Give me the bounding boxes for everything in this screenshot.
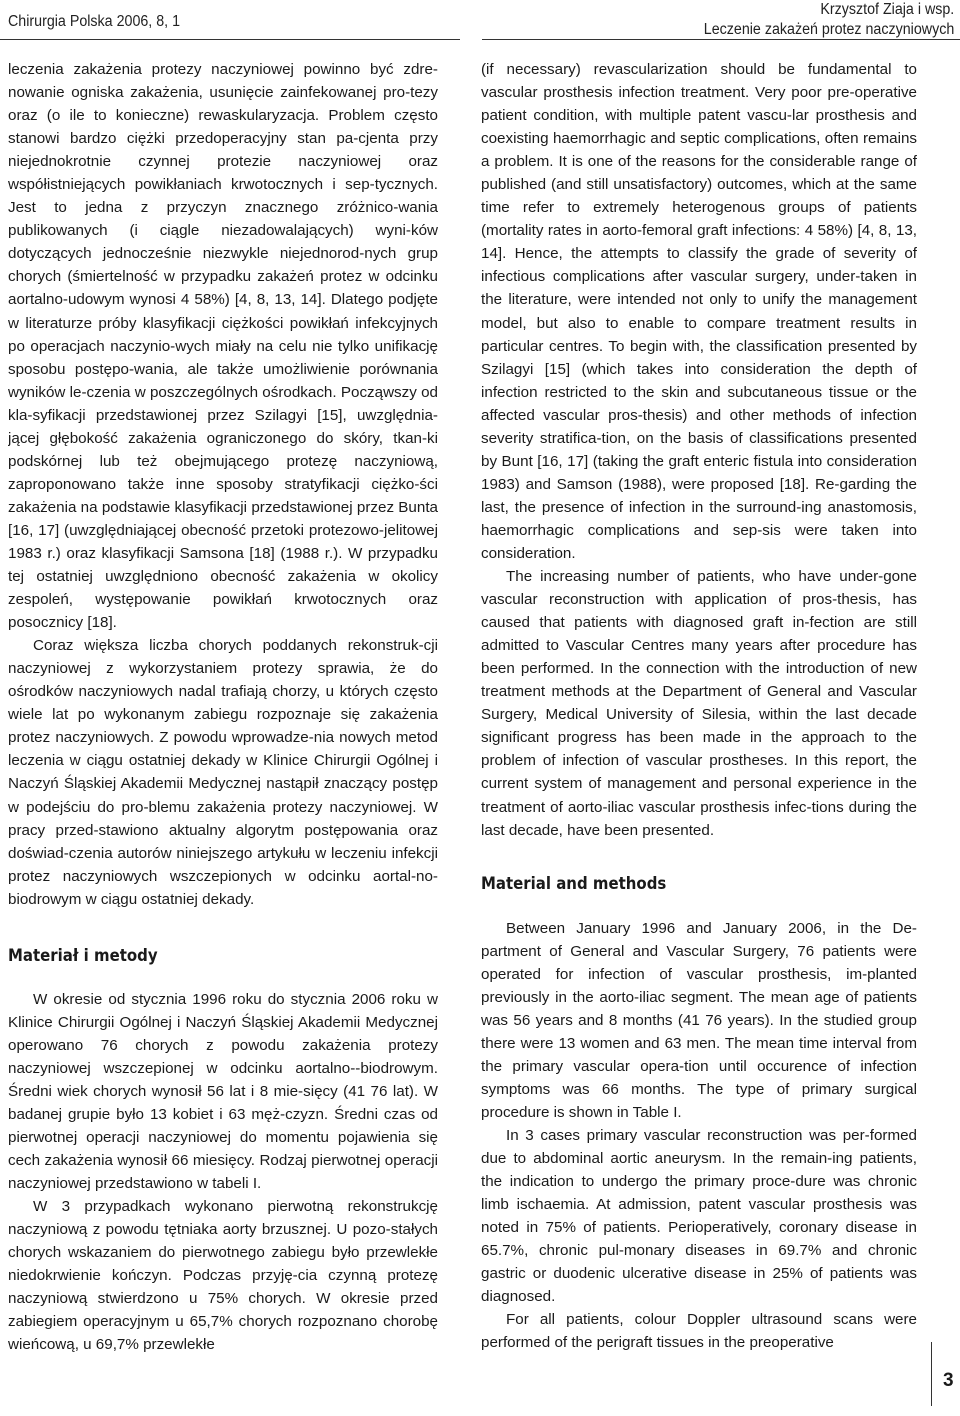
paragraph: For all patients, colour Doppler ultrasound scans were performed of the perigraft tissues in the preoperative (481, 1311, 917, 1352)
paragraph: W okresie od stycznia 1996 roku do stycznia 2006 roku w Klinice Chirurgii Ogólnej i Naczyń Śląskiej Akademii Medycznej operowano 76 chorych z powodu zakażenia protezy naczyniowej wszczepionej w odcinku aortalno--biodrowym. Średni wiek chorych wynosił 56 lat i 8 mie-sięcy (41 76 lat). W badanej grupie było 13 kobiet i 63 męż-czyzn. Średni czas od pierwotnej operacji naczyniowej do momentu pojawienia się cech zakażenia wynosił 66 miesięcy. Rodzaj pierwotnej operacji naczyniowej przedstawiono w tabeli I. (8, 990, 438, 1193)
paragraph: Between January 1996 and January 2006, in the De-partment of General and Vascular Surgery, 76 patients were operated for infection of vascular prosthesis, im-planted previously in the aorto-iliac segment. The mean age of patients was 56 years and 8 months (41 76 years). In the studied group there were 13 women and 63 men. The mean time interval from the primary vascular opera-tion until occurence of infection symptoms was 66 months. The type of primary surgical procedure is shown in Table I. (481, 919, 917, 1122)
section-heading: Material and methods (481, 873, 667, 894)
paragraph: In 3 cases primary vascular reconstruction was per-formed due to abdominal aortic aneurysm. In the remain-ing patients, the indication to undergo the primary proce-dure was chronic limb ischaemia. At admission, patent vascular prosthesis was noted in 75% of patients. Perioperatively, coronary disease in 65.7%, chronic pul-monary diseases in 69.7% and chronic gastric or duodenic ulcerative disease in 25% of patients was diagnosed. (481, 1127, 917, 1306)
header-authors: Krzysztof Ziaja i wsp. (820, 1, 954, 18)
paragraph: leczenia zakażenia protezy naczyniowej powinno być zdre-nowanie ogniska zakażenia, usunięcie zainfekowanej pro-tezy oraz (o ile to konieczne) rewaskularyzacja. Problem często stanowi bardzo ciężki przedoperacyjny stan pa-cjenta przy niejednokrotnie czynnej protezie naczyniowej oraz współistniejących powikłaniach krwotocznych i sep-tycznych. Jest to jedna z przyczyn znacznego zróżnico-wania publikowanych (i ciągle niezadowalających) wyni-ków dotyczących jednocześnie niezwykle niejednorod-nych grup chorych (śmiertelność w przypadku zakażeń protez w odcinku aortalno-udowym wynosi 4 58%) [4, 8, 13, 14]. Dlatego podjęte w literaturze próby klasyfikacji ciężkości powikłań infekcyjnych po operacjach naczynio-wych miały na celu nie tylko unifikację sposobu postępo-wania, ale także umożliwienie porównania wyników le-czenia w poszczególnych ośrodkach. Począwszy od kla-syfikacji przedstawionej przez Szilagyi [15], uwzględnia-jącej głębokość zakażenia ograniczonego do skóry, tkan-ki podskórnej lub też obejmującego protezę naczyniową, zaproponowano także inne sposoby stratyfikacji ciężko-ści zakażenia na podstawie klasyfikacji przedstawionej przez Bunta [16, 17] (uwzględniającej obecność przetoki protezowo-jelitowej 1983 r.) oraz klasyfikacji Samsona [18] (1988 r.). W przypadku tej ostatniej uwzględniono obecność zakażenia w okolicy zespoleń, występowanie powikłań krwotocznych oraz posocznicy [18]. (8, 61, 438, 632)
journal-citation: Chirurgia Polska 2006, 8, 1 (8, 13, 181, 30)
header-rule-left (0, 39, 460, 40)
left-column-polish (8, 58, 438, 1408)
right-column-english (481, 58, 917, 1408)
section-heading: Materiał i metody (8, 945, 158, 966)
page-number-rule (931, 1342, 932, 1406)
header-rule-right (482, 39, 960, 40)
running-header (0, 0, 960, 44)
paragraph: W 3 przypadkach wykonano pierwotną rekonstrukcję naczyniową z powodu tętniaka aorty brzusznej. U pozo-stałych chorych wskazaniem do pierwotnego zabiegu było przewlekłe niedokrwienie kończyn. Podczas przyję-cia czynną protezę naczyniową stwierdzono u 75% chorych. W okresie przed zabiegiem operacyjnym u 65,7% chorych rozpoznano chorobę wieńcową, u 69,7% przewlekłe (8, 1198, 438, 1354)
paragraph: The increasing number of patients, who have under-gone vascular reconstruction with application of pros-thesis, has caused that patients with diagnosed graft in-fection are still admitted to Vascular Centres many years after procedure has been performed. In the connection with the introduction of new treatment methods at the Department of General and Vascular Surgery, Medical University of Silesia, within the last decade significant progress has been made in the approach to the problem of infection of vascular prostheses. In this report, the current system of management and personal experience in the treatment of aorto-iliac vascular prosthesis infec-tions during the last decade, have been presented. (481, 568, 917, 839)
paragraph: Coraz większa liczba chorych poddanych rekonstruk-cji naczyniowej z wykorzystaniem protezy sprawia, że do ośrodków naczyniowych nadal trafiają chorzy, u których często wiele lat po wykonanym zabiegu rozpoznaje się zakażenia protez naczyniowych. Z powodu wprowadze-nia nowych metod leczenia w ciągu ostatniej dekady w Klinice Chirurgii Ogólnej i Naczyń Śląskiej Akademii Medycznej nastąpił znaczący postęp w podejściu do pro-blemu zakażenia protezy naczyniowej. W pracy przed-stawiono aktualny algorytm postępowania oraz doświad-czenia autorów niniejszego artykułu w leczeniu infekcji protez naczyniowych wszczepionych w odcinku aortal-no-biodrowym w ciągu ostatniej dekady. (8, 637, 438, 908)
header-running-title: Leczenie zakażeń protez naczyniowych (703, 21, 954, 38)
page-number: 3 (943, 1370, 954, 1391)
paragraph: (if necessary) revascularization should be fundamental to vascular prosthesis infection treatment. Very poor pre-operative patient condition, with multiple patent vascu-lar prosthesis and coexisting haemorrhagic and septic complications, often remains a problem. It is one of the reasons for the considerable range of published (and still unsatisfactory) outcomes, which at the same time refer to extremely heterogenous groups of patients (mortality rates in aorto-femoral graft infections: 4 58%) [4, 8, 13, 14]. Hence, the attempts to classify the grade of severity of infectious complications after vascular surgery, under-taken in the literature, were intended not only to unify the management model, but also to enable to compare treatment results in particular centres. To begin with, the classification presented by Szilagyi [15] (which takes into consideration the depth of infection restricted to the skin and subcutaneous tissue or the affected vascular pros-thesis) and other methods of infection severity stratifica-tion, on the basis of classifications presented by Bunt [16, 17] (taking the graft enteric fistula into consideration 1983) and Samson (1988), were proposed [18]. Re-garding the last, the presence of infection in the surround-ing anastomosis, haemorrhagic complications and sep-sis were taken into consideration. (481, 61, 917, 562)
header-right (704, 0, 954, 40)
